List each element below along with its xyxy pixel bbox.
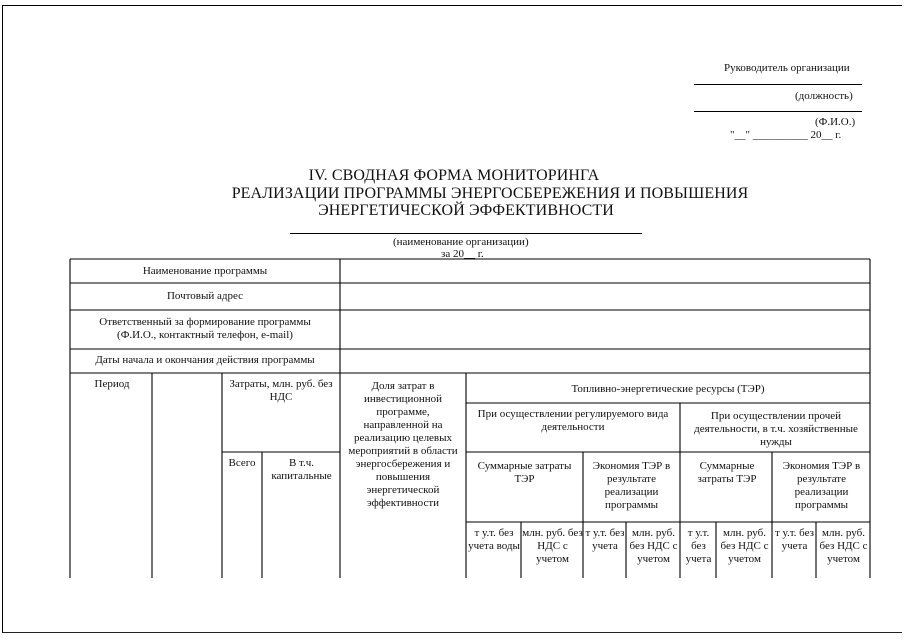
other-sum-costs: Суммарные затраты ТЭР (697, 460, 757, 485)
title-line1: IV. СВОДНАЯ ФОРМА МОНИТОРИНГА (308, 167, 600, 184)
period-header: Период (94, 378, 130, 390)
total-header: Всего (228, 457, 256, 469)
other-savings: Экономия ТЭР в результате реализации программы (782, 460, 861, 511)
fio-label: (Ф.И.О.) (815, 116, 856, 128)
postal-address-label: Почтовый адрес (166, 290, 244, 302)
regulated-sum-costs: Суммарные затраты ТЭР (477, 460, 572, 485)
responsible-label: Ответственный за формирование программы (Ф.И.О., контактный телефон, e-mail) (99, 316, 311, 341)
other-header: При осуществлении прочей деятельности, в т.ч. хозяйственные нужды (694, 410, 858, 448)
unit-tut-4: т у.т. без учета (775, 527, 814, 552)
position-label: (должность) (795, 90, 853, 102)
program-dates-label: Даты начала и окончания действия программы (95, 354, 315, 366)
report-year: за 20__ г. (441, 248, 484, 260)
org-caption: (наименование организации) (393, 236, 529, 248)
costs-header: Затраты, млн. руб. без НДС (229, 378, 333, 403)
unit-mln-4: млн. руб. без НДС с учетом (819, 527, 868, 565)
date-label: "__" __________ 20__ г. (730, 129, 842, 141)
share-header: Доля затрат в инвестиционной программе, направленной на реализацию целевых мероприятий в области энергосбережения и повышения энергетической эффективности (348, 380, 458, 509)
capital-header: В т.ч. капитальные (271, 457, 332, 482)
unit-tut-2: т у.т. без учета (585, 527, 625, 552)
unit-tut-3: т у.т. без учета (685, 527, 712, 565)
ter-header: Топливно-энергетические ресурсы (ТЭР) (571, 383, 765, 395)
unit-tut-1: т у.т. без учета воды (468, 527, 520, 552)
unit-mln-3: млн. руб. без НДС с учетом (720, 527, 769, 565)
title-line2: РЕАЛИЗАЦИИ ПРОГРАММЫ ЭНЕРГОСБЕРЕЖЕНИЯ И ПОВЫШЕНИЯ (231, 185, 749, 202)
regulated-savings: Экономия ТЭР в результате реализации программы (592, 460, 671, 511)
program-name-label: Наименование программы (142, 265, 268, 277)
regulated-header: При осуществлении регулируемого вида деятельности (477, 408, 669, 433)
title-line3: ЭНЕРГЕТИЧЕСКОЙ ЭФФЕКТИВНОСТИ (318, 202, 614, 219)
manager-label: Руководитель организации (724, 62, 850, 74)
unit-mln-1: млн. руб. без НДС с учетом (522, 527, 583, 565)
unit-mln-2: млн. руб. без НДС с учетом (629, 527, 678, 565)
